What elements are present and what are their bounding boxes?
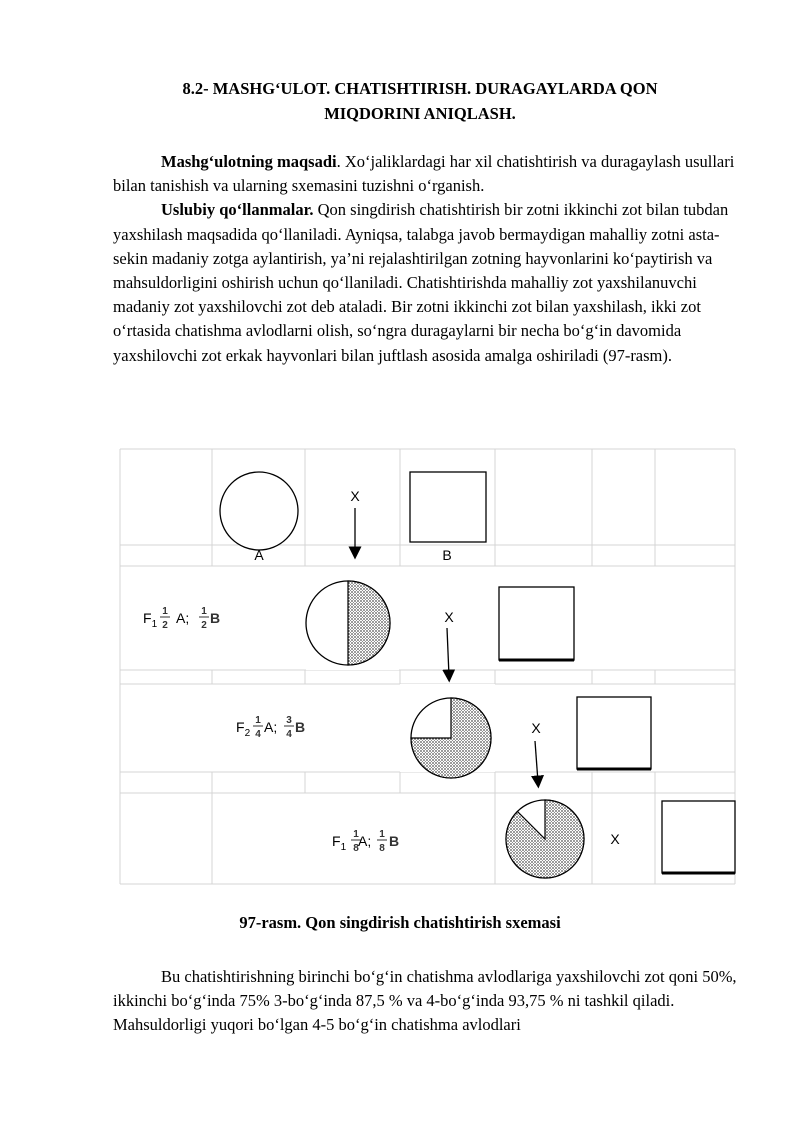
gen-3-b-num: 1 xyxy=(379,829,385,840)
generation-3-label xyxy=(332,829,399,854)
parent-a-circle xyxy=(220,472,298,550)
gen-3-b-letter: B xyxy=(389,833,400,849)
title-line-1: 8.2- MASHG‘ULOT. CHATISHTIRISH. DURAGAYLARDA QON xyxy=(182,79,658,98)
generation-1-label xyxy=(143,606,220,631)
generation-3-pie xyxy=(506,800,584,878)
gen-2-b-num: 3 xyxy=(286,715,292,726)
arrow-3 xyxy=(535,741,538,782)
gen-3-b-den: 8 xyxy=(379,843,385,854)
gen-1-b-den: 2 xyxy=(201,620,207,631)
pie-shaded-slice xyxy=(506,800,584,878)
breed-b-square-1 xyxy=(499,587,574,660)
gen-1-letter: F xyxy=(143,610,152,626)
gen-3-a-num: 1 xyxy=(353,829,359,840)
arrow-2 xyxy=(447,628,449,676)
parent-b-label: B xyxy=(442,547,452,563)
purpose-text: . Xo‘jaliklardagi har xil chatishtirish va duragaylash usullari bilan tanishish va ularning sxemasini tuzishni o‘rganish. xyxy=(113,152,735,196)
guide-label: Uslubiy qo‘llanmalar. xyxy=(161,200,314,220)
svg-text:F1 xyxy=(332,833,347,853)
gen-3-subscript: 1 xyxy=(340,842,347,853)
guide-text: Qon singdirish chatishtirish bir zotni ikkinchi zot bilan tubdan yaxshilash maqsadida qo‘llaniladi. Ayniqsa, talabga javob bermaydigan mahalliy zotni asta-sekin madaniy zotga aylantirish, ya’ni rejalashtirilgan zotning hayvonlarini ko‘paytirish va mahsuldorligini oshirish uchun qo‘llaniladi. Chatishtirishda mahalliy zot yaxshilanuvchi madaniy zot yaxshilovchi zot deb ataladi. Bir zotni ikkinchi zot bilan yaxshilash, ikki zot o‘rtasida chatishma avlodlarni olish, so‘ngra duragaylarni bir necha bo‘g‘in davomida yaxshilovchi zot erkak hayvonlari bilan juftlash asosida amalga oshiriladi (97-rasm). xyxy=(113,200,729,365)
gen-2-a-den: 4 xyxy=(255,729,261,740)
svg-text:F2 xyxy=(236,719,251,739)
gen-2-b-letter: B xyxy=(295,719,306,735)
gen-1-b-num: 1 xyxy=(201,606,207,617)
gen-3-letter: F xyxy=(332,833,341,849)
gen-1-a-den: 2 xyxy=(162,620,168,631)
gen-2-subscript: 2 xyxy=(244,728,251,739)
closing-section xyxy=(113,965,743,1038)
gen-2-letter: F xyxy=(236,719,245,735)
parent-a-label: A xyxy=(254,547,264,563)
title-line-2: MIQDORINI ANIQLASH. xyxy=(324,104,516,123)
gen-2-a-num: 1 xyxy=(255,715,261,726)
svg-text:F1 xyxy=(143,610,158,630)
generation-2-label xyxy=(236,715,305,740)
cross-symbol-2: X xyxy=(444,609,454,625)
breed-b-square-2 xyxy=(577,697,651,769)
gen-1-subscript: 1 xyxy=(151,619,158,630)
cross-symbol-4: X xyxy=(610,831,620,847)
generation-2-pie xyxy=(411,698,491,778)
parent-b-square xyxy=(410,472,486,542)
gen-3-a-den: 8 xyxy=(353,843,359,854)
gen-1-b-letter: B xyxy=(210,610,221,626)
cross-symbol-1: X xyxy=(350,488,360,504)
gen-1-a-num: 1 xyxy=(162,606,168,617)
gen-2-b-den: 4 xyxy=(286,729,292,740)
generation-1-pie xyxy=(306,581,390,665)
closing-paragraph: Bu chatishtirishning birinchi bo‘g‘in chatishma avlodlariga yaxshilovchi zot qoni 50%, ikkinchi bo‘g‘inda 75% 3-bo‘g‘inda 87,5 % va 4-bo‘g‘inda 93,75 % ni tashkil qiladi. Mahsuldorligi yuqori bo‘lgan 4-5 bo‘g‘in chatishma avlodlari xyxy=(113,967,737,1035)
gen-2-a-letter: A; xyxy=(264,719,278,735)
gen-1-a-letter: A; xyxy=(176,610,190,626)
figure-caption: 97-rasm. Qon singdirish chatishtirish sxemasi xyxy=(239,913,561,932)
breed-b-square-3 xyxy=(662,801,735,873)
gen-3-a-letter: A; xyxy=(358,833,372,849)
cross-symbol-3: X xyxy=(531,720,541,736)
purpose-label: Mashg‘ulotning maqsadi xyxy=(161,152,337,171)
